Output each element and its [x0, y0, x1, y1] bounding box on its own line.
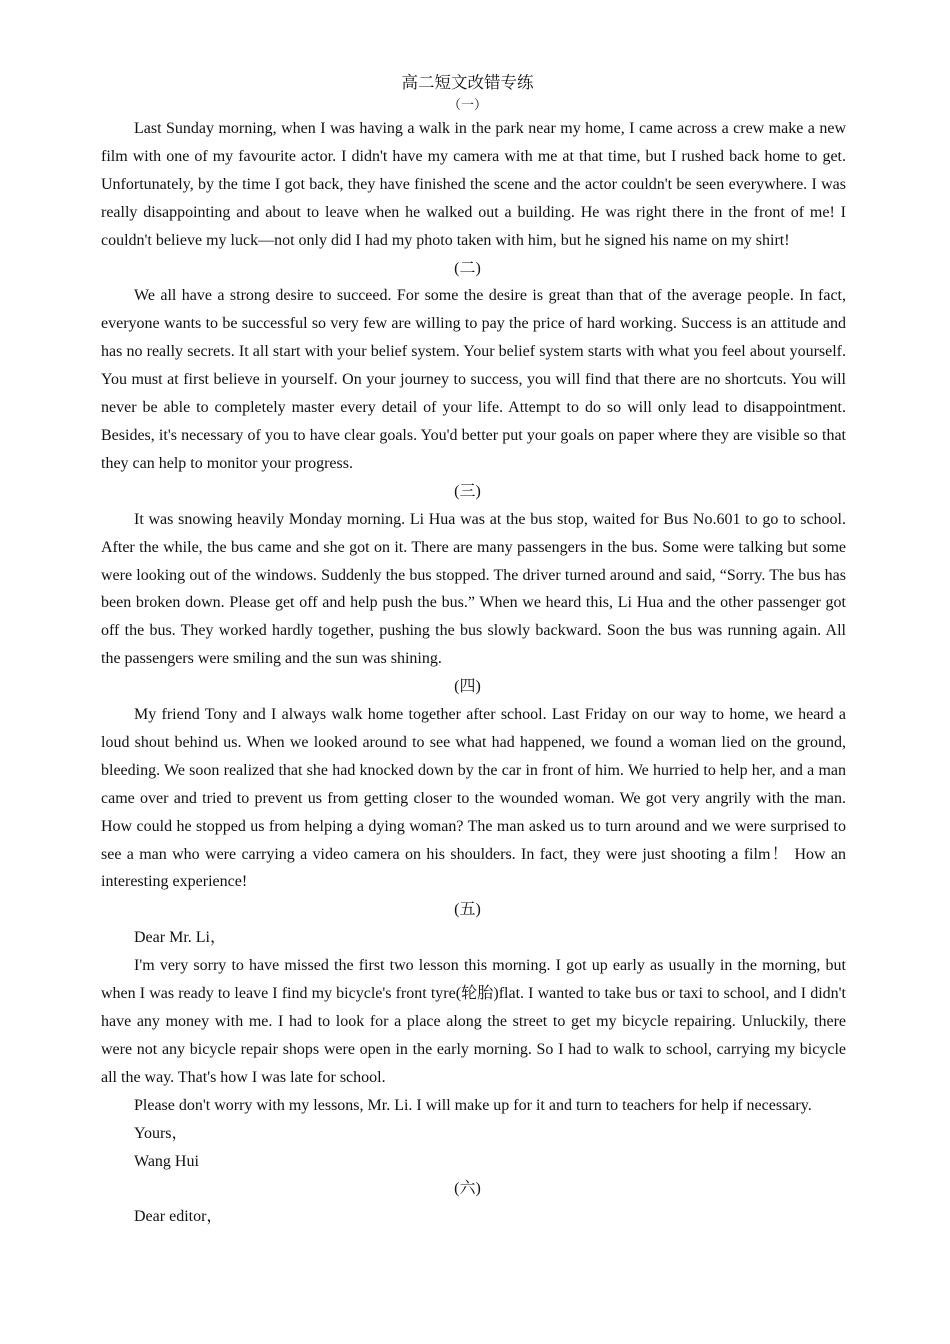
section-label-2: (二)	[454, 259, 481, 277]
letter-signature: Wang Hui	[134, 1152, 199, 1170]
section-label-1: （一）	[447, 97, 487, 112]
letter-greeting: Dear Mr. Li，	[134, 929, 226, 947]
page-title: 高二短文改错专练	[401, 73, 534, 92]
letter-body-paragraph-2: Please don't worry with my lessons, Mr. Li. I will make up for it and turn to teachers for help if necessary.	[134, 1096, 812, 1114]
section-label-3: (三)	[454, 482, 481, 500]
section-3-paragraph: It was snowing heavily Monday morning. Li Hua was at the bus stop, waited for Bus No.601 to go to school. After the while, the bus came and she got on it. There are many passengers in the bus. Some were talking but some were looking out of the windows. Suddenly the bus stopped. The driver turned around and said, “Sorry. The bus has been broken down. Please get off and help push the bus.” When we heard this, Li Hua and the other passenger got off the bus. They worked hardly together, pushing the bus slowly backward. Soon the bus was running again. All the passengers were smiling and the sun was shining.	[101, 510, 846, 668]
letter-closing: Yours，	[134, 1124, 188, 1142]
section-label-4: (四)	[454, 678, 481, 696]
section-label-5: (五)	[454, 901, 481, 919]
section-4-paragraph: My friend Tony and I always walk home together after school. Last Friday on our way to home, we heard a loud shout behind us. When we looked around to see what had happened, we found a woman lied on the ground, bleeding. We soon realized that she had knocked down by the car in front of him. We hurried to help her, and a man came over and tried to prevent us from getting closer to the wounded woman. We got very angrily with the man. How could he stopped us from helping a dying woman? The man asked us to turn around and we were surprised to see a man who were carrying a video camera on his shoulders. In fact, they were just shooting a film！ How an interesting experience!	[101, 706, 846, 891]
section-2-paragraph: We all have a strong desire to succeed. For some the desire is great than that of the average people. In fact, everyone wants to be successful so very few are willing to pay the price of hard working. Success is an attitude and has no really secrets. It all start with your belief system. Your belief system starts with what you feel about yourself. You must at first believe in yourself. On your journey to success, you will find that there are no shortcuts. You will never be able to completely master every detail of your life. Attempt to do so will only lead to disappointment. Besides, it's necessary of you to have clear goals. You'd better put your goals on paper where they are visible so that they can help to monitor your progress.	[101, 287, 846, 472]
letter-body-paragraph-1: I'm very sorry to have missed the first two lesson this morning. I got up early as usually in the morning, but when I was ready to leave I find my bicycle's front tyre(轮胎)flat. I wanted to take bus or taxi to school, and I didn't have any money with me. I had to look for a place along the street to get my bicycle repairing. Unluckily, there were not any bicycle repair shops were open in the early morning. So I had to walk to school, carrying my bicycle all the way. That's how I was late for school.	[101, 957, 846, 1086]
section-label-6: (六)	[454, 1180, 481, 1198]
letter-greeting-6: Dear editor，	[134, 1208, 223, 1226]
section-1-paragraph: Last Sunday morning, when I was having a walk in the park near my home, I came across a crew make a new film with one of my favourite actor. I didn't have my camera with me at that time, but I rushed back home to get. Unfortunately, by the time I got back, they have finished the scene and the actor couldn't be seen everywhere. I was really disappointing and about to leave when he walked out a building. He was right there in the front of me! I couldn't believe my luck—not only did I had my photo taken with him, but he signed his name on my shirt!	[101, 120, 846, 249]
